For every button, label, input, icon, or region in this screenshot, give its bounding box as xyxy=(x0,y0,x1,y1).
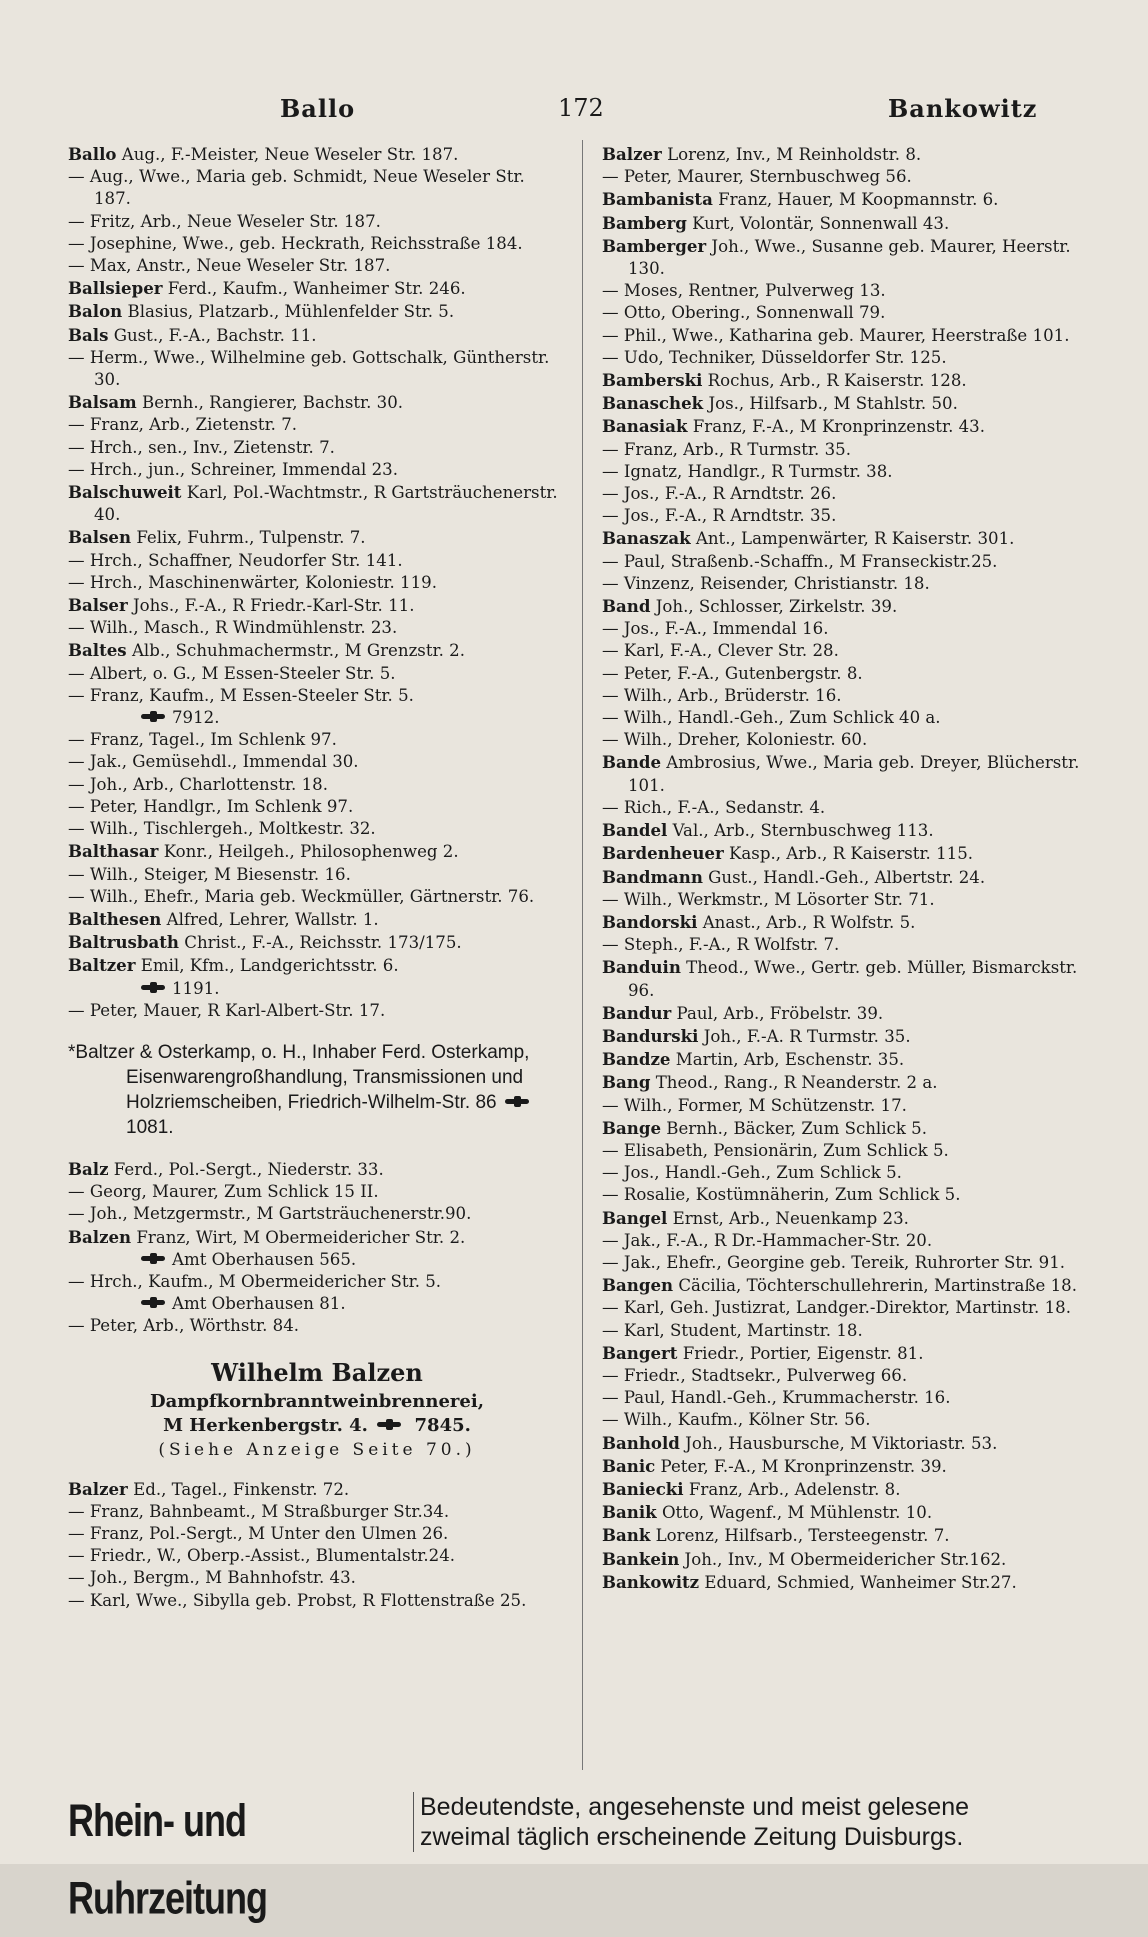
entry-details: Cäcilia, Töchterschullehrerin, Martinstraße 18. xyxy=(678,1276,1078,1296)
ad-baltzer-text: *Baltzer & Osterkamp, o. H., Inhaber Ferd. Osterkamp, Eisenwarengroßhandlung, Transmissionen und Holzriemscheiben, Friedrich-Wilhelm-Str. 86 xyxy=(68,1041,530,1113)
entry-surname: Banaschek xyxy=(602,393,704,414)
entry-details: — Fritz, Arb., Neue Weseler Str. 187. xyxy=(68,211,381,231)
entry-details: — Hrch., Kaufm., M Obermeidericher Str. 5. xyxy=(68,1271,442,1291)
directory-entry xyxy=(68,1545,566,1567)
entry-surname: Balz xyxy=(68,1158,109,1179)
entry-details: — Herm., Wwe., Wilhelmine geb. Gottschalk, Güntherstr. 30. xyxy=(68,347,550,390)
entry-details: — Wilh., Werkmstr., M Lösorter Str. 71. xyxy=(602,889,935,909)
entry-surname: Band xyxy=(602,596,651,617)
directory-entry xyxy=(602,143,1102,166)
entry-surname: Balthesen xyxy=(68,908,162,929)
directory-entry xyxy=(602,439,1102,461)
entry-details: — Karl, Wwe., Sibylla geb. Probst, R Flottenstraße 25. xyxy=(68,1590,527,1610)
directory-entry xyxy=(68,954,566,977)
directory-entry xyxy=(68,886,566,908)
entry-surname: Bandorski xyxy=(602,911,698,932)
entry-details: — Udo, Techniker, Düsseldorfer Str. 125. xyxy=(602,347,947,367)
directory-entry xyxy=(602,797,1102,819)
header-right-keyword: Bankowitz xyxy=(888,94,1038,123)
entry-details: — Wilh., Tischlergeh., Moltkestr. 32. xyxy=(68,819,376,839)
directory-entry xyxy=(602,1387,1102,1409)
entry-details: — Karl, Geh. Justizrat, Landger.-Direktor, Martinstr. 18. xyxy=(602,1298,1071,1318)
entry-details: — Friedr., W., Oberp.-Assist., Blumentalstr.24. xyxy=(68,1546,456,1566)
entry-details: — Jak., Gemüsehdl., Immendal 30. xyxy=(68,752,359,772)
directory-entry xyxy=(602,573,1102,595)
entry-surname: Bandur xyxy=(602,1002,672,1023)
directory-entry xyxy=(602,1320,1102,1342)
entry-surname: Bankowitz xyxy=(602,1571,700,1592)
entry-details: — Phil., Wwe., Katharina geb. Maurer, Heerstraße 101. xyxy=(602,325,1070,345)
entry-details: — Hrch., Maschinenwärter, Koloniestr. 119. xyxy=(68,572,437,592)
entry-surname: Bandurski xyxy=(602,1025,699,1046)
entry-details: — Franz, Arb., R Turmstr. 35. xyxy=(602,439,851,459)
entry-surname: Balzen xyxy=(68,1226,132,1247)
directory-entry xyxy=(68,1501,566,1523)
right-column xyxy=(602,143,1102,1594)
entry-surname: Baltes xyxy=(68,640,127,661)
directory-entry xyxy=(602,483,1102,505)
entry-details: — Ignatz, Handlgr., R Turmstr. 38. xyxy=(602,461,893,481)
entry-details: Lorenz, Hilfsarb., Tersteegenstr. 7. xyxy=(655,1526,950,1546)
entry-surname: Bambanista xyxy=(602,189,713,210)
entry-surname: Balzer xyxy=(68,1478,128,1499)
directory-entry xyxy=(602,392,1102,415)
entry-details: — Wilh., Masch., R Windmühlenstr. 23. xyxy=(68,618,398,638)
entry-details: Ferd., Pol.-Sergt., Niederstr. 33. xyxy=(113,1159,384,1179)
entry-details: — Franz, Tagel., Im Schlenk 97. xyxy=(68,730,337,750)
directory-entry xyxy=(68,414,566,436)
entry-surname: Bamberski xyxy=(602,370,703,391)
entry-details: — Wilh., Dreher, Koloniestr. 60. xyxy=(602,730,868,750)
directory-entry xyxy=(68,796,566,818)
entry-details: Eduard, Schmied, Wanheimer Str.27. xyxy=(704,1572,1017,1592)
entry-surname: Balser xyxy=(68,595,128,616)
entry-details: Amt Oberhausen 565. xyxy=(172,1249,357,1269)
entry-details: — Rosalie, Kostümnäherin, Zum Schlick 5. xyxy=(602,1185,961,1205)
directory-entry xyxy=(68,639,566,662)
entry-details: — Franz, Pol.-Sergt., M Unter den Ulmen 26. xyxy=(68,1523,449,1543)
entry-details: Alfred, Lehrer, Wallstr. 1. xyxy=(166,909,379,929)
directory-entry xyxy=(602,1501,1102,1524)
entry-details: Joh., F.-A. R Turmstr. 35. xyxy=(703,1026,911,1046)
ad-balzen-see-page: (Siehe Anzeige Seite 70.) xyxy=(158,1439,476,1460)
directory-entry xyxy=(68,774,566,796)
footer-line-2: zweimal täglich erscheinende Zeitung Duisburgs. xyxy=(420,1823,964,1851)
directory-entry xyxy=(68,1271,566,1293)
footer-slogan xyxy=(413,1792,1110,1852)
entry-surname: Banik xyxy=(602,1502,657,1523)
entry-details: — Georg, Maurer, Zum Schlick 15 II. xyxy=(68,1182,379,1202)
entry-details: Blasius, Platzarb., Mühlenfelder Str. 5. xyxy=(127,302,455,322)
entry-surname: Balthasar xyxy=(68,841,159,862)
directory-entry xyxy=(602,618,1102,640)
entry-surname: Bangert xyxy=(602,1342,678,1363)
entry-details: Franz, Arb., Adelenstr. 8. xyxy=(688,1479,901,1499)
entry-details: Theod., Rang., R Neanderstr. 2 a. xyxy=(655,1073,938,1093)
entry-surname: Bardenheuer xyxy=(602,843,724,864)
entry-details: Kasp., Arb., R Kaiserstr. 115. xyxy=(729,844,974,864)
directory-entry xyxy=(602,280,1102,302)
entry-details: — Wilh., Kaufm., Kölner Str. 56. xyxy=(602,1410,871,1430)
phone-icon xyxy=(141,1298,169,1307)
entry-surname: Baltrusbath xyxy=(68,932,179,953)
directory-entry xyxy=(602,347,1102,369)
directory-entry xyxy=(68,1315,566,1337)
phone-icon xyxy=(505,1097,533,1106)
entry-details: — Jos., F.-A., R Arndtstr. 35. xyxy=(602,506,837,526)
entry-details: — Max, Anstr., Neue Weseler Str. 187. xyxy=(68,256,391,276)
entry-details: Ambrosius, Wwe., Maria geb. Dreyer, Blücherstr. 101. xyxy=(628,753,1080,795)
directory-entry xyxy=(68,864,566,886)
directory-entry xyxy=(602,1365,1102,1387)
entry-details: — Paul, Straßenb.-Schaffn., M Franseckistr.25. xyxy=(602,551,998,571)
entry-details: Gust., F.-A., Bachstr. 11. xyxy=(113,325,317,345)
directory-entry xyxy=(602,729,1102,751)
directory-entry xyxy=(68,324,566,347)
entry-details: — Elisabeth, Pensionärin, Zum Schlick 5. xyxy=(602,1140,949,1160)
directory-entry xyxy=(68,143,566,166)
directory-entry xyxy=(68,550,566,572)
ad-balzen-phone: 7845. xyxy=(414,1414,471,1436)
directory-entry xyxy=(602,1140,1102,1162)
entry-details: — Peter, Maurer, Sternbuschweg 56. xyxy=(602,167,912,187)
entry-surname: Balsam xyxy=(68,392,137,413)
entry-details: Amt Oberhausen 81. xyxy=(172,1294,346,1314)
directory-entry xyxy=(602,1571,1102,1594)
directory-entry xyxy=(68,391,566,414)
entry-details: — Paul, Handl.-Geh., Krummacherstr. 16. xyxy=(602,1388,951,1408)
directory-entry xyxy=(68,1478,566,1501)
phone-icon xyxy=(141,1254,169,1263)
directory-entry xyxy=(68,1203,566,1225)
entry-details: Ed., Tagel., Finkenstr. 72. xyxy=(133,1479,350,1499)
entry-details: — Steph., F.-A., R Wolfstr. 7. xyxy=(602,935,840,955)
directory-entry xyxy=(68,1249,566,1271)
entry-details: Peter, F.-A., M Kronprinzenstr. 39. xyxy=(660,1456,947,1476)
entry-details: — Peter, Arb., Wörthstr. 84. xyxy=(68,1316,300,1336)
entry-details: Emil, Kfm., Landgerichtsstr. 6. xyxy=(140,956,399,976)
entry-surname: Bang xyxy=(602,1072,651,1093)
phone-icon xyxy=(377,1420,405,1429)
entry-details: — Wilh., Ehefr., Maria geb. Weckmüller, Gärtnerstr. 76. xyxy=(68,886,535,906)
directory-entry xyxy=(68,437,566,459)
entry-details: — Vinzenz, Reisender, Christianstr. 18. xyxy=(602,573,930,593)
directory-entry xyxy=(602,1409,1102,1431)
entry-details: Aug., F.-Meister, Neue Weseler Str. 187. xyxy=(121,145,459,164)
entry-details: — Wilh., Handl.-Geh., Zum Schlick 40 a. xyxy=(602,708,941,728)
directory-entry xyxy=(602,325,1102,347)
directory-entry xyxy=(68,1158,566,1181)
entry-details: Joh., Inv., M Obermeidericher Str.162. xyxy=(684,1549,1007,1569)
entry-surname: Banic xyxy=(602,1455,656,1476)
footer-advertisement xyxy=(68,1790,1108,1924)
directory-entry xyxy=(602,527,1102,550)
entry-surname: Balzer xyxy=(602,144,662,164)
entry-surname: Bandze xyxy=(602,1049,671,1070)
entry-details: Bernh., Rangierer, Bachstr. 30. xyxy=(142,393,404,413)
directory-entry xyxy=(602,369,1102,392)
directory-entry xyxy=(602,166,1102,188)
ad-balzen-address: M Herkenbergstr. 4. xyxy=(163,1414,368,1436)
entry-details: Franz, Hauer, M Koopmannstr. 6. xyxy=(718,190,999,210)
entry-details: — Jos., Handl.-Geh., Zum Schlick 5. xyxy=(602,1163,902,1183)
entry-surname: Bamberger xyxy=(602,235,707,256)
entry-surname: Baniecki xyxy=(602,1478,684,1499)
left-entries-a xyxy=(68,143,566,1022)
entry-details: Joh., Wwe., Susanne geb. Maurer, Heerstr. 130. xyxy=(628,236,1071,279)
directory-entry xyxy=(602,1478,1102,1501)
directory-entry xyxy=(602,911,1102,934)
entry-surname: Bangen xyxy=(602,1275,674,1296)
directory-entry xyxy=(68,1226,566,1249)
entry-details: — Friedr., Stadtsekr., Pulverweg 66. xyxy=(602,1365,908,1385)
directory-entry xyxy=(602,302,1102,324)
entry-details: — Karl, F.-A., Clever Str. 28. xyxy=(602,641,839,661)
entry-details: Otto, Wagenf., M Mühlenstr. 10. xyxy=(661,1503,933,1523)
directory-entry xyxy=(602,1117,1102,1140)
entry-details: Karl, Pol.-Wachtmstr., R Gartsträuchenerstr. 40. xyxy=(94,483,558,525)
entry-details: — Peter, Handlgr., Im Schlenk 97. xyxy=(68,796,354,816)
entry-details: — Hrch., jun., Schreiner, Immendal 23. xyxy=(68,459,399,479)
entry-details: Kurt, Volontär, Sonnenwall 43. xyxy=(692,213,950,233)
entry-details: — Joh., Arb., Charlottenstr. 18. xyxy=(68,774,328,794)
directory-entry xyxy=(68,840,566,863)
phone-icon xyxy=(141,983,169,992)
left-column xyxy=(68,143,566,1612)
directory-entry xyxy=(68,751,566,773)
directory-entry xyxy=(602,842,1102,865)
entry-details: — Jos., F.-A., R Arndtstr. 26. xyxy=(602,484,837,504)
directory-entry xyxy=(68,526,566,549)
entry-details: — Aug., Wwe., Maria geb. Schmidt, Neue Weseler Str. 187. xyxy=(68,167,525,209)
left-entries-c xyxy=(68,1478,566,1612)
entry-details: Ant., Lampenwärter, R Kaiserstr. 301. xyxy=(695,529,1015,549)
directory-entry xyxy=(68,1293,566,1315)
entry-surname: Bandel xyxy=(602,820,668,841)
ad-wilhelm-balzen xyxy=(68,1356,566,1462)
directory-entry xyxy=(602,819,1102,842)
left-entries-b xyxy=(68,1158,566,1338)
newspaper-logo: Rhein- und Ruhrzeitung xyxy=(68,1794,267,1924)
directory-entry xyxy=(68,255,566,277)
entry-details: 1191. xyxy=(172,978,220,998)
directory-entry xyxy=(602,1002,1102,1025)
directory-entry xyxy=(68,818,566,840)
directory-entry xyxy=(602,188,1102,211)
directory-entry xyxy=(602,1184,1102,1206)
directory-entry xyxy=(602,461,1102,483)
directory-entry xyxy=(602,1048,1102,1071)
entry-surname: Banasiak xyxy=(602,416,688,437)
footer-line-1: Bedeutendste, angesehenste und meist gelesene xyxy=(420,1793,970,1821)
directory-entry xyxy=(68,1181,566,1203)
entry-details: Franz, F.-A., M Kronprinzenstr. 43. xyxy=(692,417,986,437)
directory-entry xyxy=(68,931,566,954)
ad-balzen-subtitle: Dampfkornbranntweinbrennerei, xyxy=(150,1390,484,1412)
entry-details: Ferd., Kaufm., Wanheimer Str. 246. xyxy=(167,279,466,299)
entry-details: Lorenz, Inv., M Reinholdstr. 8. xyxy=(667,145,922,164)
page-number: 172 xyxy=(558,94,604,122)
entry-details: Christ., F.-A., Reichsstr. 173/175. xyxy=(184,933,462,953)
directory-entry xyxy=(602,1230,1102,1252)
entry-surname: Banaszak xyxy=(602,528,691,549)
entry-surname: Bandmann xyxy=(602,866,703,887)
entry-surname: Bals xyxy=(68,324,109,345)
entry-details: Konr., Heilgeh., Philosophenweg 2. xyxy=(163,842,459,862)
entry-details: — Hrch., Schaffner, Neudorfer Str. 141. xyxy=(68,550,403,570)
directory-entry xyxy=(602,1207,1102,1230)
entry-details: — Otto, Obering., Sonnenwall 79. xyxy=(602,303,886,323)
entry-details: Gust., Handl.-Geh., Albertstr. 24. xyxy=(708,867,986,887)
directory-entry xyxy=(602,1095,1102,1117)
directory-entry xyxy=(602,595,1102,618)
directory-entry xyxy=(68,729,566,751)
entry-details: Ernst, Arb., Neuenkamp 23. xyxy=(672,1208,909,1228)
entry-details: Joh., Hausbursche, M Viktoriastr. 53. xyxy=(685,1433,998,1453)
right-entries xyxy=(602,143,1102,1594)
entry-surname: Bange xyxy=(602,1117,662,1138)
directory-entry xyxy=(602,1274,1102,1297)
directory-entry xyxy=(602,1342,1102,1365)
entry-details: — Peter, Mauer, R Karl-Albert-Str. 17. xyxy=(68,1000,386,1020)
directory-entry xyxy=(68,617,566,639)
directory-entry xyxy=(68,978,566,1000)
entry-details: — Rich., F.-A., Sedanstr. 4. xyxy=(602,797,826,817)
entry-details: Anast., Arb., R Wolfstr. 5. xyxy=(702,912,916,932)
entry-details: Rochus, Arb., R Kaiserstr. 128. xyxy=(707,371,967,391)
entry-details: Felix, Fuhrm., Tulpenstr. 7. xyxy=(136,528,366,548)
directory-entry xyxy=(68,166,566,210)
entry-details: — Wilh., Former, M Schützenstr. 17. xyxy=(602,1095,907,1115)
entry-surname: Baltzer xyxy=(68,955,136,976)
phone-icon xyxy=(141,712,169,721)
directory-entry xyxy=(602,934,1102,956)
directory-entry xyxy=(68,1523,566,1545)
directory-entry xyxy=(68,594,566,617)
entry-details: — Wilh., Steiger, M Biesenstr. 16. xyxy=(68,864,351,884)
entry-details: Joh., Schlosser, Zirkelstr. 39. xyxy=(655,597,898,617)
directory-entry xyxy=(68,233,566,255)
entry-details: — Joh., Metzgermstr., M Gartsträuchenerstr.90. xyxy=(68,1204,472,1224)
entry-surname: Bande xyxy=(602,752,662,773)
directory-entry xyxy=(68,1567,566,1589)
entry-details: — Karl, Student, Martinstr. 18. xyxy=(602,1320,863,1340)
directory-entry xyxy=(602,415,1102,438)
directory-entry xyxy=(602,866,1102,889)
directory-entry xyxy=(68,211,566,233)
directory-entry xyxy=(68,1590,566,1612)
ad-baltzer-osterkamp xyxy=(68,1040,566,1140)
directory-entry xyxy=(602,663,1102,685)
ad-baltzer-phone: 1081. xyxy=(126,1116,174,1138)
entry-surname: Bank xyxy=(602,1525,651,1546)
directory-entry xyxy=(68,707,566,729)
directory-entry xyxy=(602,685,1102,707)
entry-details: Franz, Wirt, M Obermeidericher Str. 2. xyxy=(136,1227,466,1247)
directory-entry xyxy=(602,505,1102,527)
directory-entry xyxy=(68,572,566,594)
entry-details: — Jak., F.-A., R Dr.-Hammacher-Str. 20. xyxy=(602,1230,933,1250)
directory-entry xyxy=(602,640,1102,662)
entry-surname: Banduin xyxy=(602,957,681,978)
column-divider xyxy=(582,140,583,1770)
directory-entry xyxy=(68,908,566,931)
directory-entry xyxy=(602,1548,1102,1571)
header-left-keyword: Ballo xyxy=(280,94,356,123)
entry-details: Alb., Schuhmachermstr., M Grenzstr. 2. xyxy=(131,641,465,661)
entry-surname: Ballo xyxy=(68,144,117,164)
entry-details: — Franz, Arb., Zietenstr. 7. xyxy=(68,415,298,435)
directory-entry xyxy=(602,1297,1102,1319)
directory-entry xyxy=(602,1455,1102,1478)
entry-surname: Banhold xyxy=(602,1432,680,1453)
directory-entry xyxy=(602,1162,1102,1184)
entry-surname: Balschuweit xyxy=(68,482,182,503)
directory-entry xyxy=(602,1071,1102,1094)
entry-details: Paul, Arb., Fröbelstr. 39. xyxy=(676,1003,884,1023)
directory-entry xyxy=(602,707,1102,729)
entry-surname: Balsen xyxy=(68,527,132,548)
entry-details: Jos., Hilfsarb., M Stahlstr. 50. xyxy=(708,394,958,414)
entry-details: — Hrch., sen., Inv., Zietenstr. 7. xyxy=(68,437,335,457)
directory-entry xyxy=(602,889,1102,911)
directory-entry xyxy=(602,956,1102,1001)
directory-entry xyxy=(602,235,1102,280)
entry-details: — Joh., Bergm., M Bahnhofstr. 43. xyxy=(68,1568,356,1588)
entry-details: 7912. xyxy=(172,708,220,728)
entry-details: — Franz, Bahnbeamt., M Straßburger Str.34. xyxy=(68,1501,450,1521)
entry-surname: Ballsieper xyxy=(68,278,163,299)
entry-details: — Peter, F.-A., Gutenbergstr. 8. xyxy=(602,663,863,683)
directory-entry xyxy=(602,751,1102,796)
directory-entry xyxy=(68,685,566,707)
directory-entry xyxy=(68,277,566,300)
entry-details: Theod., Wwe., Gertr. geb. Müller, Bismarckstr. 96. xyxy=(628,958,1078,1000)
directory-entry xyxy=(68,459,566,481)
directory-entry xyxy=(602,212,1102,235)
directory-entry xyxy=(68,300,566,323)
directory-entry xyxy=(602,1025,1102,1048)
entry-details: — Albert, o. G., M Essen-Steeler Str. 5. xyxy=(68,663,396,683)
entry-details: — Wilh., Arb., Brüderstr. 16. xyxy=(602,685,842,705)
directory-entry xyxy=(68,1000,566,1022)
directory-entry xyxy=(68,481,566,526)
directory-entry xyxy=(602,1252,1102,1274)
directory-entry xyxy=(68,347,566,391)
entry-details: Val., Arb., Sternbuschweg 113. xyxy=(672,821,934,841)
entry-details: — Josephine, Wwe., geb. Heckrath, Reichsstraße 184. xyxy=(68,233,523,253)
entry-details: — Franz, Kaufm., M Essen-Steeler Str. 5. xyxy=(68,685,414,705)
directory-entry xyxy=(602,1432,1102,1455)
entry-surname: Balon xyxy=(68,301,123,322)
entry-details: — Moses, Rentner, Pulverweg 13. xyxy=(602,281,886,301)
directory-entry xyxy=(602,1524,1102,1547)
entry-details: Johs., F.-A., R Friedr.-Karl-Str. 11. xyxy=(133,596,415,616)
directory-entry xyxy=(602,551,1102,573)
entry-details: Martin, Arb, Eschenstr. 35. xyxy=(675,1050,905,1070)
entry-surname: Bamberg xyxy=(602,212,687,233)
entry-surname: Bankein xyxy=(602,1548,680,1569)
entry-details: Friedr., Portier, Eigenstr. 81. xyxy=(682,1343,924,1363)
directory-entry xyxy=(68,663,566,685)
entry-surname: Bangel xyxy=(602,1207,668,1228)
entry-details: — Jos., F.-A., Immendal 16. xyxy=(602,619,829,639)
ad-balzen-title: Wilhelm Balzen xyxy=(211,1357,423,1387)
entry-details: Bernh., Bäcker, Zum Schlick 5. xyxy=(666,1118,927,1138)
entry-details: — Jak., Ehefr., Georgine geb. Tereik, Ruhrorter Str. 91. xyxy=(602,1252,1066,1272)
